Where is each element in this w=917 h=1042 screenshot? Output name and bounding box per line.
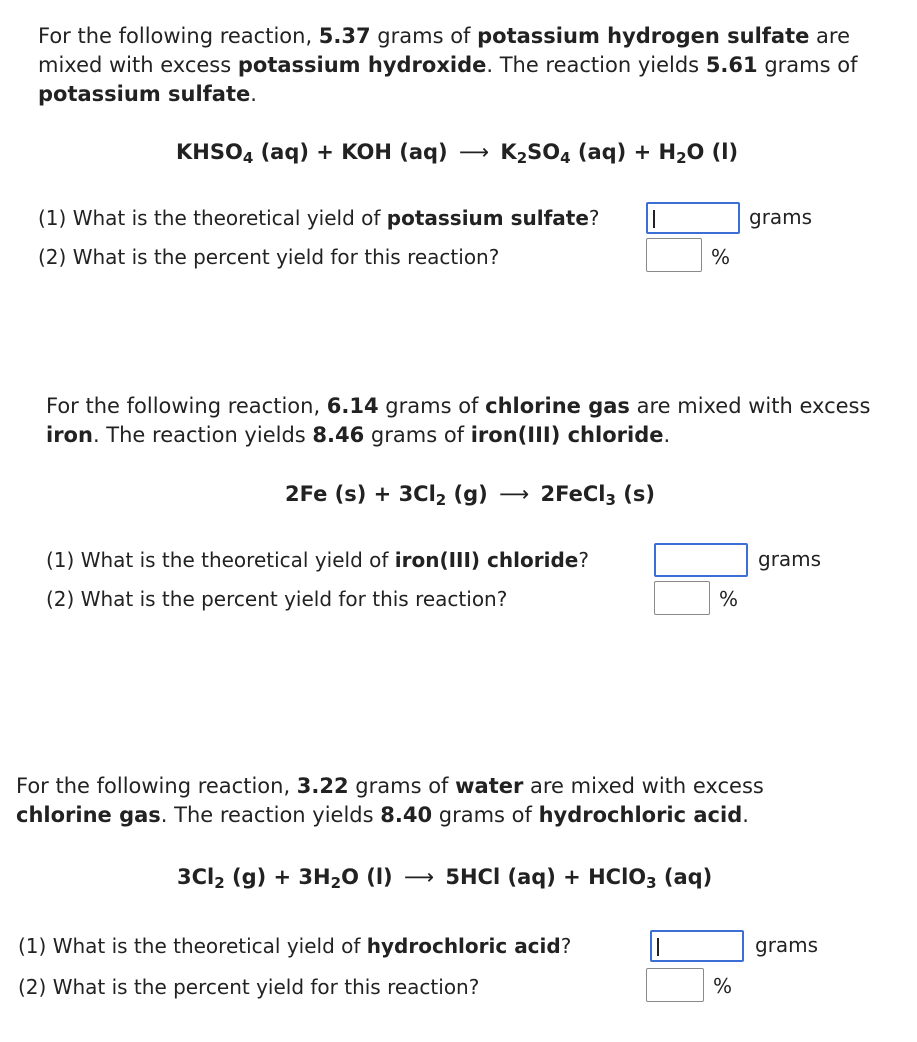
reactant-name: potassium hydrogen sulfate bbox=[477, 24, 810, 48]
intro-text: are mixed with excess bbox=[629, 394, 871, 418]
equation-part: O (l) bbox=[686, 140, 739, 164]
problem-1-intro bbox=[38, 22, 857, 109]
intro-text: . bbox=[663, 423, 671, 447]
intro-text: grams of bbox=[364, 423, 471, 447]
question-2 bbox=[18, 975, 479, 999]
problem-2-intro bbox=[46, 392, 870, 450]
equation-part: (aq) + KOH (aq) bbox=[253, 140, 448, 164]
intro-text: grams of bbox=[378, 394, 486, 418]
question-text: (1) What is the theoretical yield of bbox=[18, 934, 367, 958]
product-name: hydrochloric acid bbox=[538, 803, 743, 827]
subscript: 2 bbox=[676, 149, 687, 167]
percent-yield-input[interactable] bbox=[654, 581, 710, 615]
question-product: hydrochloric acid bbox=[366, 934, 561, 958]
subscript: 2 bbox=[435, 491, 447, 509]
grams-unit: grams bbox=[755, 933, 819, 957]
intro-text: grams of bbox=[432, 803, 539, 827]
intro-text: grams of bbox=[757, 53, 858, 77]
reaction-arrow-icon: ⟶ bbox=[499, 482, 530, 506]
product-name: iron(III) chloride bbox=[470, 423, 664, 447]
question-text: (2) What is the percent yield for this reaction? bbox=[46, 587, 508, 611]
actual-yield: 5.61 bbox=[705, 53, 758, 77]
problem-3-intro bbox=[16, 772, 764, 830]
intro-text: . The reaction yields bbox=[486, 53, 706, 77]
actual-yield: 8.40 bbox=[380, 803, 433, 827]
subscript: 3 bbox=[646, 874, 657, 892]
intro-text: . bbox=[742, 803, 749, 827]
equation-part: KHSO bbox=[176, 140, 243, 164]
equation-part: 2Fe (s) + 3Cl bbox=[285, 482, 436, 506]
subscript: 3 bbox=[605, 491, 616, 509]
equation-part: (g) + 3H bbox=[224, 865, 331, 889]
problem-2 bbox=[0, 380, 917, 640]
subscript: 4 bbox=[242, 149, 254, 167]
question-1 bbox=[46, 548, 589, 572]
question-text: (1) What is the theoretical yield of bbox=[38, 206, 387, 230]
reaction-arrow-icon: ⟶ bbox=[458, 140, 490, 164]
reactant-mass: 6.14 bbox=[326, 394, 379, 418]
question-text: ? bbox=[588, 206, 600, 230]
text-cursor bbox=[657, 938, 659, 956]
intro-text: . The reaction yields bbox=[92, 423, 313, 447]
chemical-equation bbox=[177, 865, 713, 892]
chemical-equation bbox=[285, 482, 655, 509]
intro-text: are bbox=[809, 24, 851, 48]
intro-text: grams of bbox=[348, 774, 456, 798]
chemical-equation bbox=[176, 140, 739, 167]
intro-text: are mixed with excess bbox=[523, 774, 764, 798]
actual-yield: 8.46 bbox=[312, 423, 365, 447]
reaction-arrow-icon: ⟶ bbox=[403, 865, 435, 889]
percent-yield-input[interactable] bbox=[646, 238, 702, 272]
subscript: 2 bbox=[214, 874, 225, 892]
intro-text: grams of bbox=[370, 24, 478, 48]
equation-part: SO bbox=[527, 140, 561, 164]
excess-reagent: chlorine gas bbox=[16, 803, 161, 827]
reactant-name: water bbox=[455, 774, 524, 798]
grams-unit: grams bbox=[749, 205, 813, 229]
question-product: potassium sulfate bbox=[386, 206, 589, 230]
theoretical-yield-input[interactable] bbox=[654, 543, 748, 577]
intro-text: For the following reaction, bbox=[16, 774, 297, 798]
equation-part: 2FeCl bbox=[540, 482, 606, 506]
question-text: (1) What is the theoretical yield of bbox=[46, 548, 395, 572]
percent-unit: % bbox=[713, 974, 733, 998]
equation-part: (aq) + H bbox=[570, 140, 677, 164]
product-name: potassium sulfate bbox=[38, 82, 251, 106]
reactant-name: chlorine gas bbox=[485, 394, 630, 418]
equation-part: 3Cl bbox=[177, 865, 215, 889]
percent-unit: % bbox=[719, 587, 739, 611]
question-1 bbox=[38, 206, 600, 230]
percent-unit: % bbox=[711, 245, 731, 269]
subscript: 2 bbox=[516, 149, 528, 167]
question-text: ? bbox=[560, 934, 572, 958]
percent-yield-input[interactable] bbox=[646, 968, 704, 1002]
intro-text: For the following reaction, bbox=[46, 394, 327, 418]
excess-reagent: iron bbox=[46, 423, 93, 447]
theoretical-yield-input[interactable] bbox=[650, 930, 744, 962]
text-cursor bbox=[653, 210, 655, 228]
intro-text: . The reaction yields bbox=[160, 803, 381, 827]
question-text: (2) What is the percent yield for this reaction? bbox=[18, 975, 480, 999]
grams-unit: grams bbox=[758, 547, 822, 571]
problem-3 bbox=[0, 760, 917, 1042]
question-text: (2) What is the percent yield for this reaction? bbox=[38, 245, 500, 269]
subscript: 2 bbox=[330, 874, 342, 892]
equation-part: (s) bbox=[615, 482, 655, 506]
equation-part: O (l) bbox=[341, 865, 393, 889]
equation-part: (g) bbox=[446, 482, 488, 506]
equation-part: K bbox=[500, 140, 517, 164]
equation-part: 5HCl (aq) + HClO bbox=[445, 865, 647, 889]
question-product: iron(III) chloride bbox=[394, 548, 579, 572]
intro-text: For the following reaction, bbox=[38, 24, 319, 48]
question-2 bbox=[38, 245, 499, 269]
excess-reagent: potassium hydroxide bbox=[237, 53, 487, 77]
intro-text: . bbox=[250, 82, 257, 106]
subscript: 4 bbox=[560, 149, 571, 167]
intro-text: mixed with excess bbox=[38, 53, 238, 77]
problem-1 bbox=[0, 0, 917, 300]
theoretical-yield-input[interactable] bbox=[646, 202, 740, 234]
reactant-mass: 3.22 bbox=[296, 774, 349, 798]
question-text: ? bbox=[578, 548, 589, 572]
equation-part: (aq) bbox=[656, 865, 713, 889]
question-2 bbox=[46, 587, 507, 611]
question-1 bbox=[18, 934, 571, 958]
reactant-mass: 5.37 bbox=[318, 24, 371, 48]
